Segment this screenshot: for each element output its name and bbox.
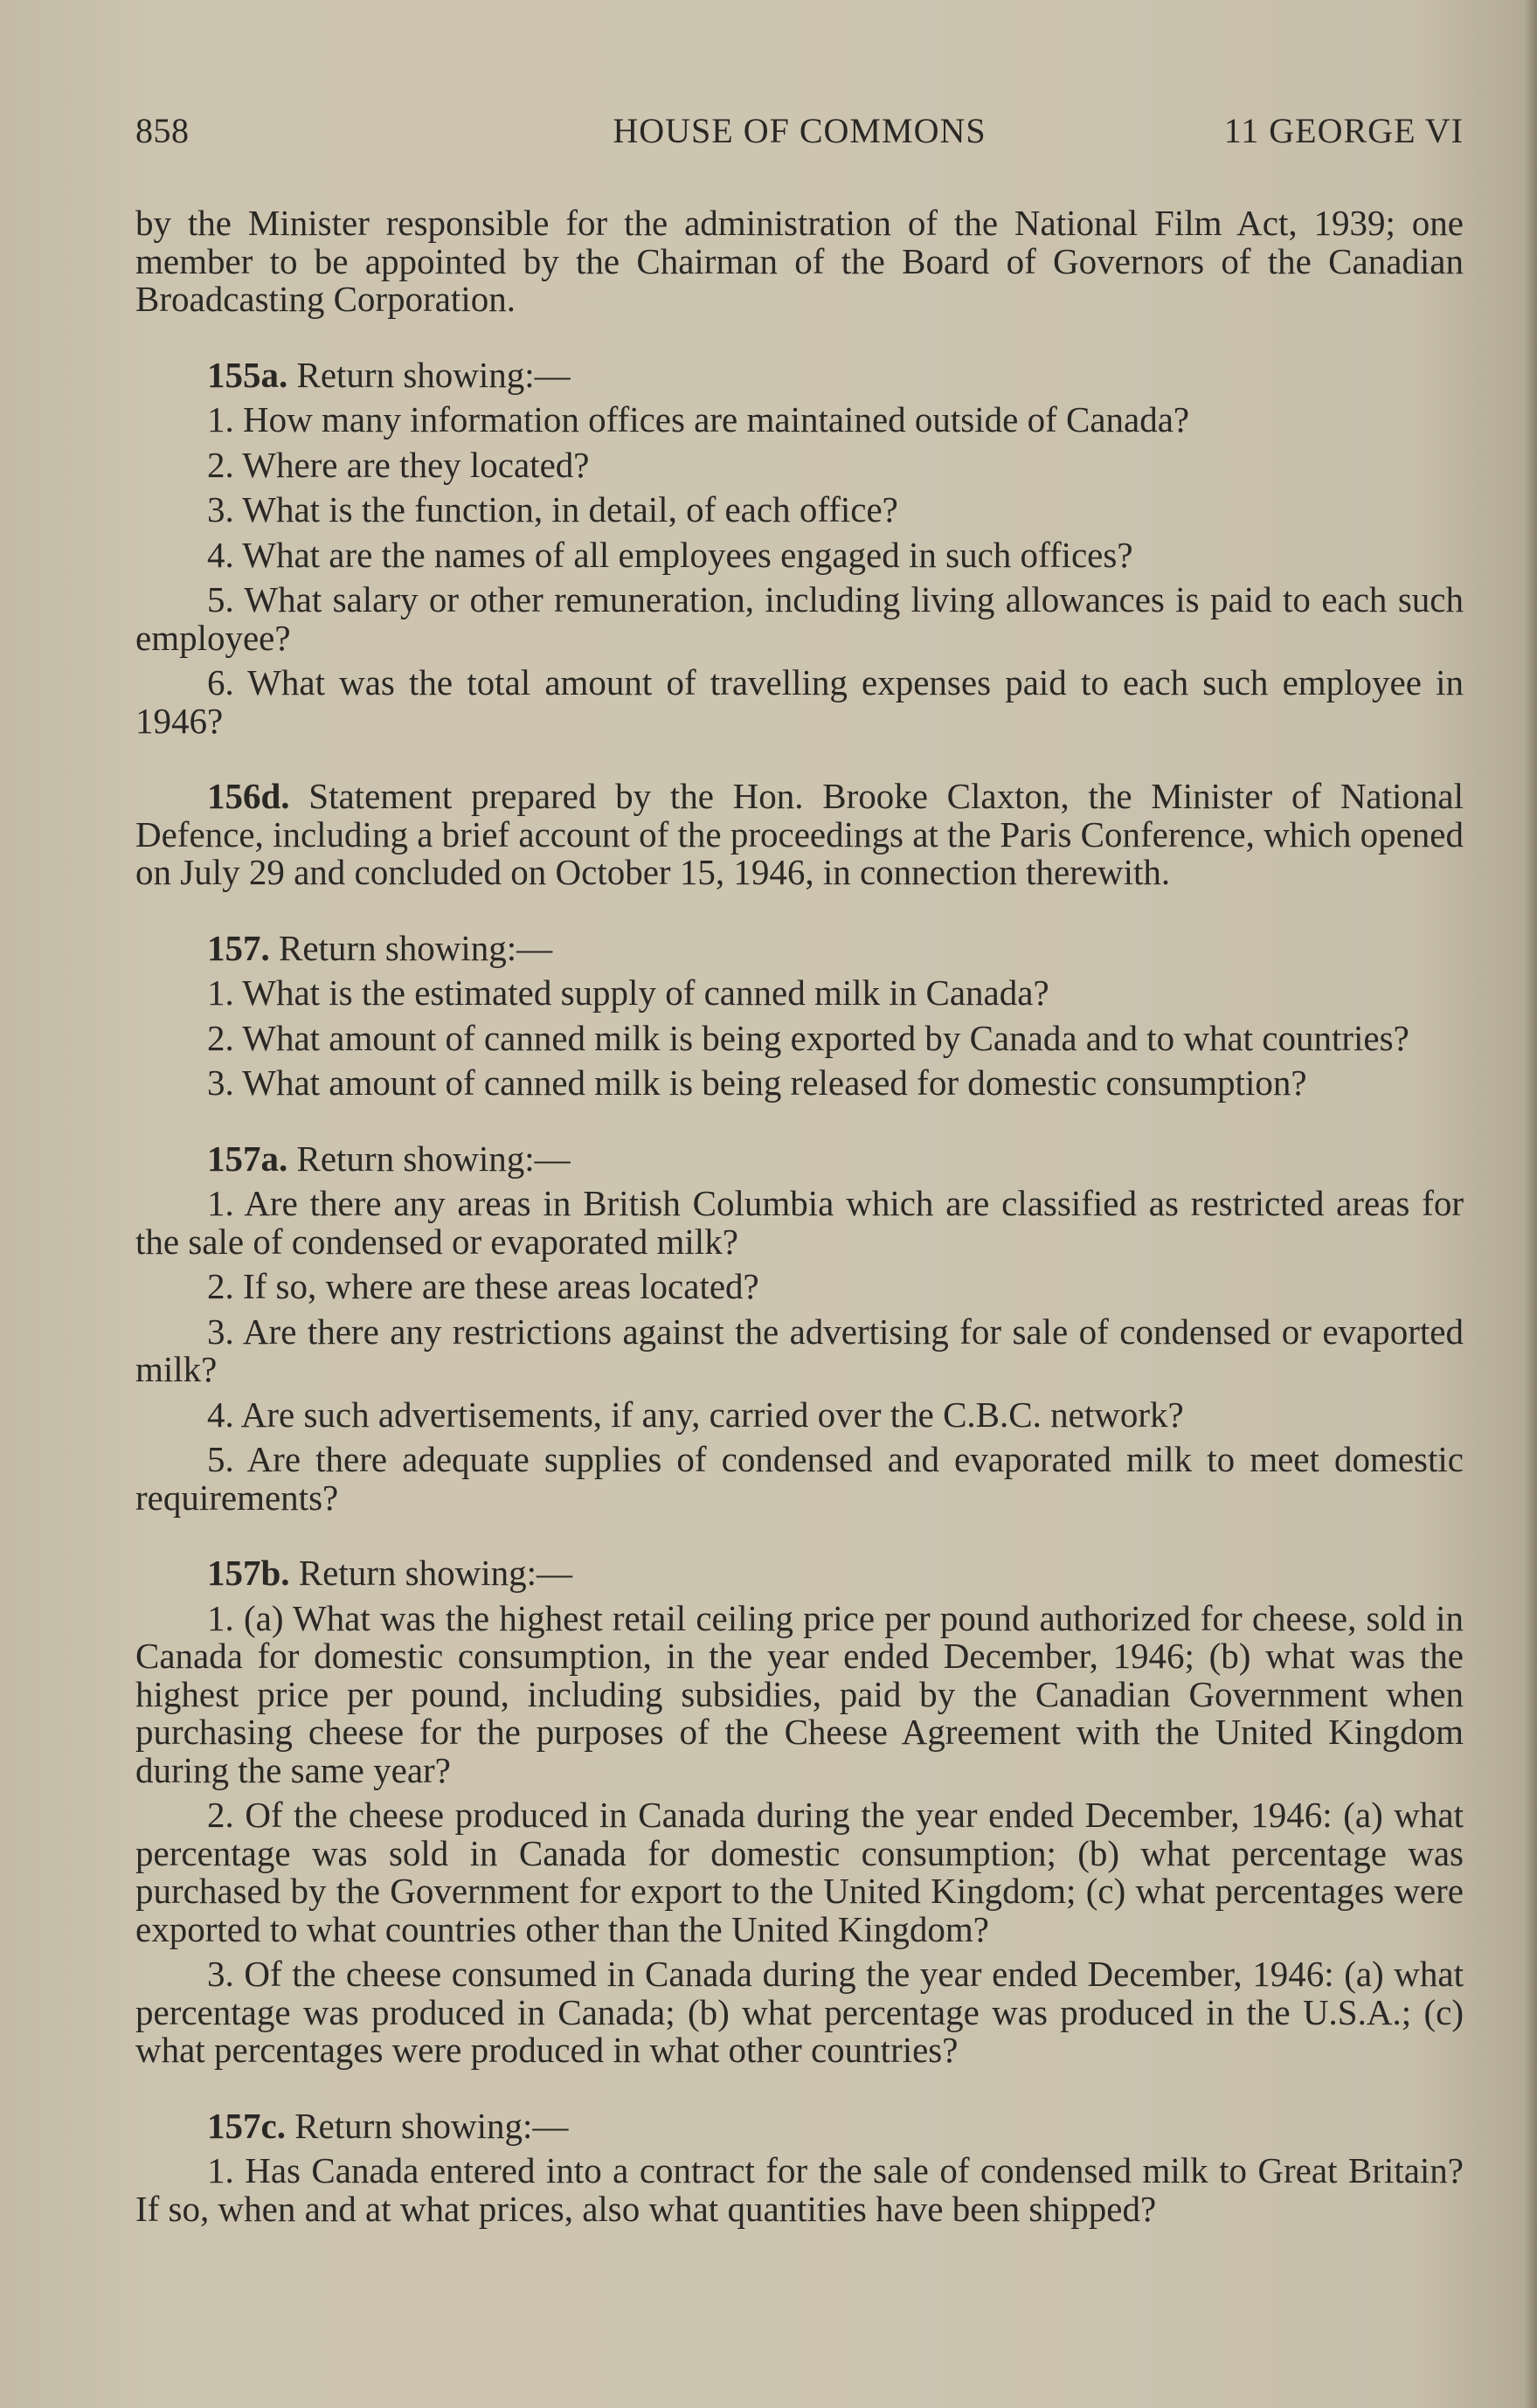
section-heading: [135, 927, 1464, 968]
section-number: 156d.: [207, 776, 290, 816]
question-paragraph: 1. What is the estimated supply of canned milk in Canada?: [207, 972, 1049, 1013]
section-155a: [135, 356, 1464, 741]
page-title: HOUSE OF COMMONS: [613, 111, 987, 150]
question-paragraph: 2. Where are they located?: [207, 444, 590, 485]
question-paragraph: 4. What are the names of all employees engaged in such offices?: [207, 534, 1133, 575]
section-heading-text: Return showing:—: [269, 927, 553, 968]
section-157b: [135, 1554, 1464, 2070]
section-heading-text: Return showing:—: [287, 1138, 571, 1179]
question-paragraph: 1. Has Canada entered into a contract for the sale of condensed milk to Great Britain? If so, when and at what prices, also what quantities have been shipped?: [135, 2150, 1464, 2229]
section-heading: [135, 1140, 1464, 1179]
question-paragraph: 5. What salary or other remuneration, including living allowances is paid to each such employee?: [135, 579, 1464, 658]
question-paragraph: 3. What is the function, in detail, of each office?: [207, 489, 898, 529]
question-paragraph: 5. Are there adequate supplies of condensed and evaporated milk to meet domestic requirements?: [135, 1439, 1464, 1518]
section-heading-text: Statement prepared by the Hon. Brooke Claxton, the Minister of National Defence, including a brief account of the proceedings at the Paris Conference, which opened on July 29 and concluded on October 15, 1946, in connection therewith.: [135, 776, 1464, 892]
section-heading-text: Return showing:—: [285, 2105, 569, 2146]
section-heading-text: Return showing:—: [287, 354, 571, 395]
section-157c: [135, 2107, 1464, 2229]
section-156d: [135, 778, 1464, 892]
section-number: 157b.: [207, 1553, 290, 1593]
section-number: 157a.: [207, 1138, 288, 1179]
section-number: 155a.: [207, 354, 288, 395]
question-paragraph: 3. What amount of canned milk is being released for domestic consumption?: [207, 1062, 1307, 1103]
regnal-year: 11 GEORGE VI: [1223, 111, 1464, 150]
section-number: 157c.: [207, 2105, 286, 2146]
document-body: [135, 204, 1464, 2228]
question-paragraph: 2. What amount of canned milk is being exported by Canada and to what countries?: [207, 1017, 1409, 1058]
question-paragraph: 2. If so, where are these areas located?: [207, 1266, 759, 1306]
question-paragraph: 2. Of the cheese produced in Canada during the year ended December, 1946: (a) what percentage was sold in Canada for domestic consumption; (b) what percentage was purchased by the Government for export to the United Kingdom; (c) what percentages were exported to what countries other than the United Kingdom?: [135, 1795, 1464, 1949]
section-heading: [135, 356, 1464, 395]
section-157: [135, 927, 1464, 1103]
question-paragraph: 1. How many information offices are maintained outside of Canada?: [207, 399, 1190, 439]
section-heading-text: Return showing:—: [289, 1553, 572, 1593]
intro-paragraph: by the Minister responsible for the administration of the National Film Act, 1939; one member to be appointed by the Chairman of the Board of Governors of the Canadian Broadcasting Corporation.: [135, 203, 1464, 319]
page-number: 858: [135, 111, 190, 150]
section-heading: [135, 2107, 1464, 2146]
section-heading: [135, 778, 1464, 892]
question-paragraph: 4. Are such advertisements, if any, carried over the C.B.C. network?: [207, 1394, 1184, 1435]
question-paragraph: 6. What was the total amount of travelling expenses paid to each such employee in 1946?: [135, 662, 1464, 741]
section-heading: [135, 1554, 1464, 1593]
running-header: [135, 110, 1464, 154]
section-157a: [135, 1140, 1464, 1518]
page-edge-shadow: [1525, 0, 1537, 2408]
section-number: 157.: [207, 927, 270, 968]
question-paragraph: 1. (a) What was the highest retail ceiling price per pound authorized for cheese, sold in Canada for domestic consumption, in the year ended December, 1946; (b) what was the highest price per pound, including subsidies, paid by the Canadian Government when purchasing cheese for the purposes of the Cheese Agreement with the United Kingdom during the same year?: [135, 1597, 1464, 1790]
question-paragraph: 3. Are there any restrictions against the advertising for sale of condensed or evaported milk?: [135, 1311, 1464, 1389]
question-paragraph: 3. Of the cheese consumed in Canada during the year ended December, 1946: (a) what percentage was produced in Canada; (b) what percentage was produced in the U.S.A.; (c) what percentages were produced in what other countries?: [135, 1954, 1464, 2070]
question-paragraph: 1. Are there any areas in British Columbia which are classified as restricted areas for the sale of condensed or evaporated milk?: [135, 1183, 1464, 1262]
